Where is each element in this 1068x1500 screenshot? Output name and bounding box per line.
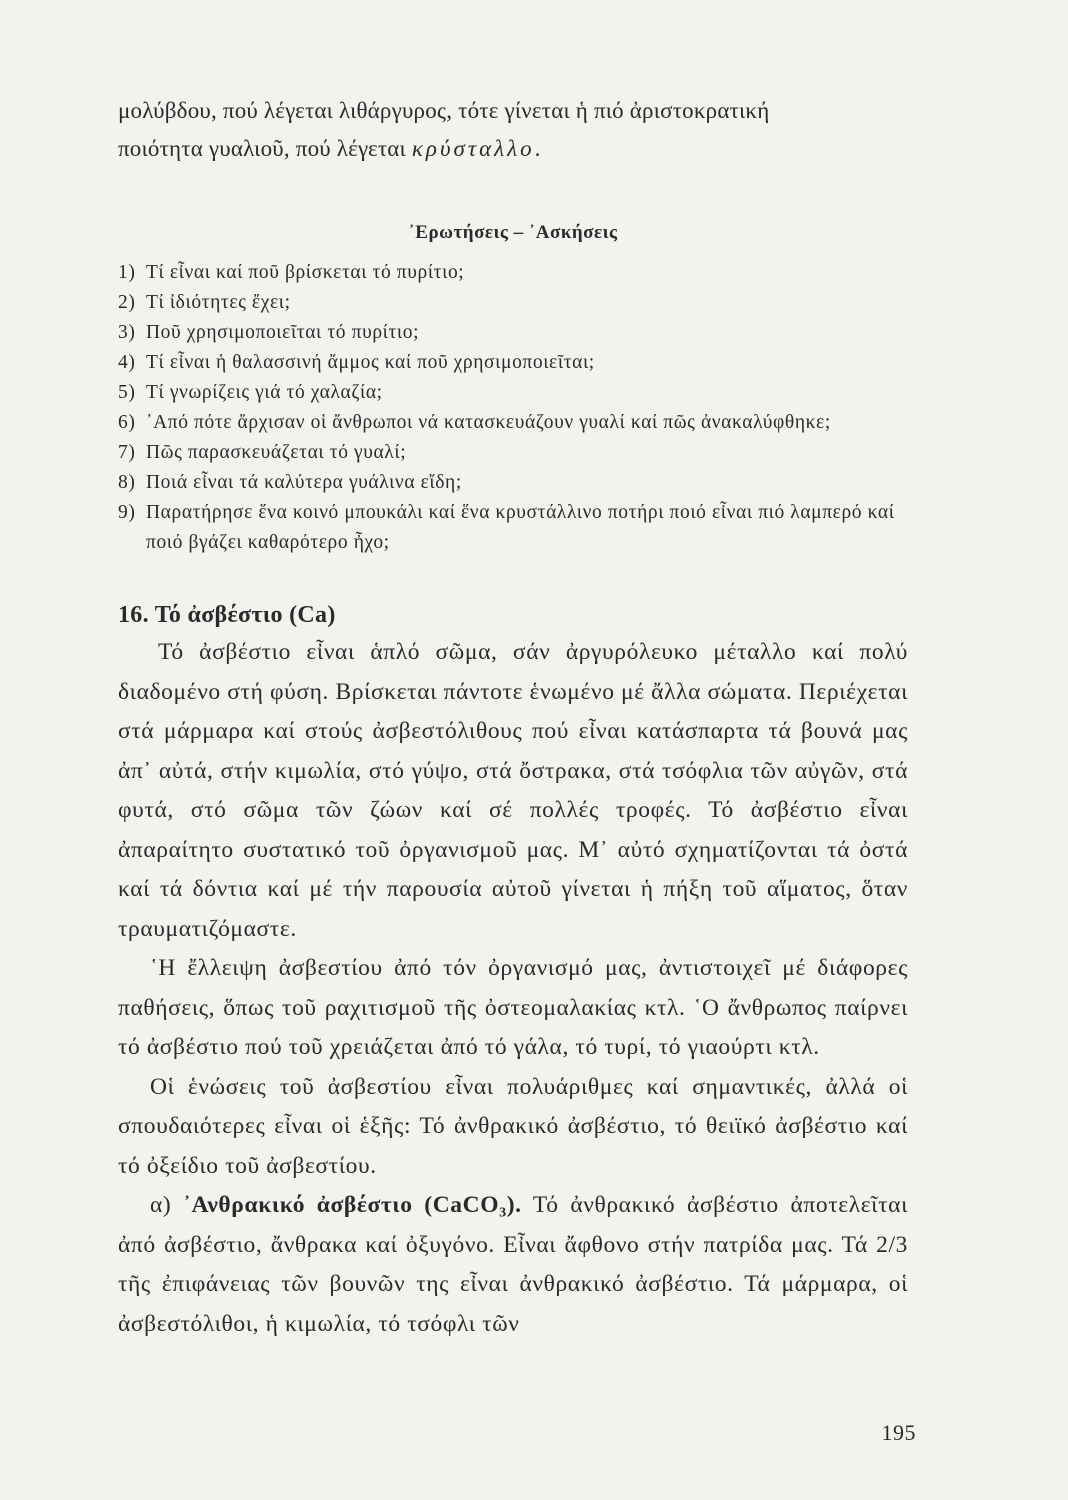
intro-paragraph [118, 92, 908, 168]
question-text: Τί ἰδιότητες ἔχει; [146, 292, 291, 313]
page-number: 195 [881, 1420, 916, 1445]
question-number: 8) [118, 472, 136, 493]
question-number: 2) [118, 292, 136, 313]
question-item [118, 498, 908, 558]
question-number: 4) [118, 352, 136, 373]
question-item [118, 258, 908, 288]
paragraph-3: Οἱ ἑνώσεις τοῦ ἀσβεστίου εἶναι πολυάριθμες καί σημαντικές, ἀλλά οἱ σπουδαιότερες εἶναι οἱ ἑξῆς: Τό ἀνθρακικό ἀσβέστιο, τό θειϊκό ἀσβέστιο καί τό ὀξείδιο τοῦ ἀσβεστίου. [118, 1073, 908, 1179]
question-item [118, 348, 908, 378]
question-number: 3) [118, 322, 136, 343]
section-body [118, 633, 908, 1344]
question-text: Ποιά εἶναι τά καλύτερα γυάλινα εἴδη; [146, 472, 462, 493]
question-number: 9) [118, 502, 136, 523]
question-text: ᾿Από πότε ἄρχισαν οἱ ἄνθρωποι νά κατασκευάζουν γυαλί καί πῶς ἀνακαλύφθηκε; [146, 412, 831, 433]
intro-line-2-prefix: ποιότητα γυαλιοῦ, πού λέγεται [118, 136, 412, 161]
question-item [118, 408, 908, 438]
paragraph-4 [118, 1186, 908, 1344]
question-item [118, 318, 908, 348]
question-text: Τί γνωρίζεις γιά τό χαλαζία; [146, 382, 383, 403]
paragraph-4-prefix: α) [150, 1192, 184, 1218]
question-number: 7) [118, 442, 136, 463]
paragraph-1: Τό ἀσβέστιο εἶναι ἁπλό σῶμα, σάν ἀργυρόλευκο μέταλλο καί πολύ διαδομένο στή φύση. Βρίσκεται πάντοτε ἑνωμένο μέ ἄλλα σώματα. Περιέχεται στά μάρμαρα καί στούς ἀσβεστόλιθους πού εἶναι κατάσπαρτα τά βουνά μας ἀπ᾿ αὐτά, στήν κιμωλία, στό γύψο, στά ὄστρακα, στά τσόφλια τῶν αὐγῶν, στά φυτά, στό σῶμα τῶν ζώων καί σέ πολλές τροφές. Τό ἀσβέστιο εἶναι ἀπαραίτητο συστατικό τοῦ ὀργανισμοῦ μας. Μ᾿ αὐτό σχηματίζονται τά ὀστά καί τά δόντια καί μέ τήν παρουσία αὐτοῦ γίνεται ἡ πήξη τοῦ αἵματος, ὅταν τραυματιζόμαστε. [118, 639, 908, 942]
question-text: Ποῦ χρησιμοποιεῖται τό πυρίτιο; [146, 322, 420, 343]
questions-list [118, 258, 908, 558]
question-item [118, 438, 908, 468]
question-number: 6) [118, 412, 136, 433]
intro-line-1: μολύβδου, πού λέγεται λιθάργυρος, τότε γίνεται ἡ πιό ἀριστοκρατική [118, 98, 770, 123]
question-item [118, 378, 908, 408]
paragraph-2: ῾Η ἔλλειψη ἀσβεστίου ἀπό τόν ὀργανισμό μας, ἀντιστοιχεῖ μέ διάφορες παθήσεις, ὅπως τοῦ ραχιτισμοῦ τῆς ὀστεομαλακίας κτλ. ῾Ο ἄνθρωπος παίρνει τό ἀσβέστιο πού τοῦ χρειάζεται ἀπό τό γάλα, τό τυρί, τό γιαούρτι κτλ. [118, 955, 908, 1060]
section-title: 16. Τό ἀσβέστιο (Ca) [118, 602, 336, 628]
question-text: Τί εἶναι ἡ θαλασσινή ἄμμος καί ποῦ χρησιμοποιεῖται; [146, 352, 595, 373]
paragraph-4-bold-term: ᾿Ανθρακικό ἀσβέστιο (CaCO₃). [183, 1192, 522, 1218]
question-item [118, 288, 908, 318]
intro-emphasis-word: κρύσταλλο [411, 136, 535, 161]
question-text: Τί εἶναι καί ποῦ βρίσκεται τό πυρίτιο; [146, 262, 465, 283]
question-number: 5) [118, 382, 136, 403]
question-number: 1) [118, 262, 136, 283]
question-text: Πῶς παρασκευάζεται τό γυαλί; [146, 442, 407, 463]
intro-line-2-suffix: . [534, 136, 541, 161]
questions-heading: ᾿Ερωτήσεις – ᾿Ασκήσεις [408, 222, 618, 243]
question-item [118, 468, 908, 498]
question-text: Παρατήρησε ἕνα κοινό μπουκάλι καί ἕνα κρυστάλλινο ποτήρι ποιό εἶναι πιό λαμπερό καί ποιό βγάζει καθαρότερο ἦχο; [146, 502, 895, 553]
paragraph-4-text: Τό ἀνθρακικό ἀσβέστιο ἀποτελεῖται ἀπό ἀσβέστιο, ἄνθρακα καί ὀξυγόνο. Εἶναι ἄφθονο στήν πατρίδα μας. Τά 2/3 τῆς ἐπιφάνειας τῶν βουνῶν της εἶναι ἀνθρακικό ἀσβέστιο. Τά μάρμαρα, οἱ ἀσβεστόλιθοι, ἡ κιμωλία, τό τσόφλι τῶν [118, 1192, 908, 1337]
